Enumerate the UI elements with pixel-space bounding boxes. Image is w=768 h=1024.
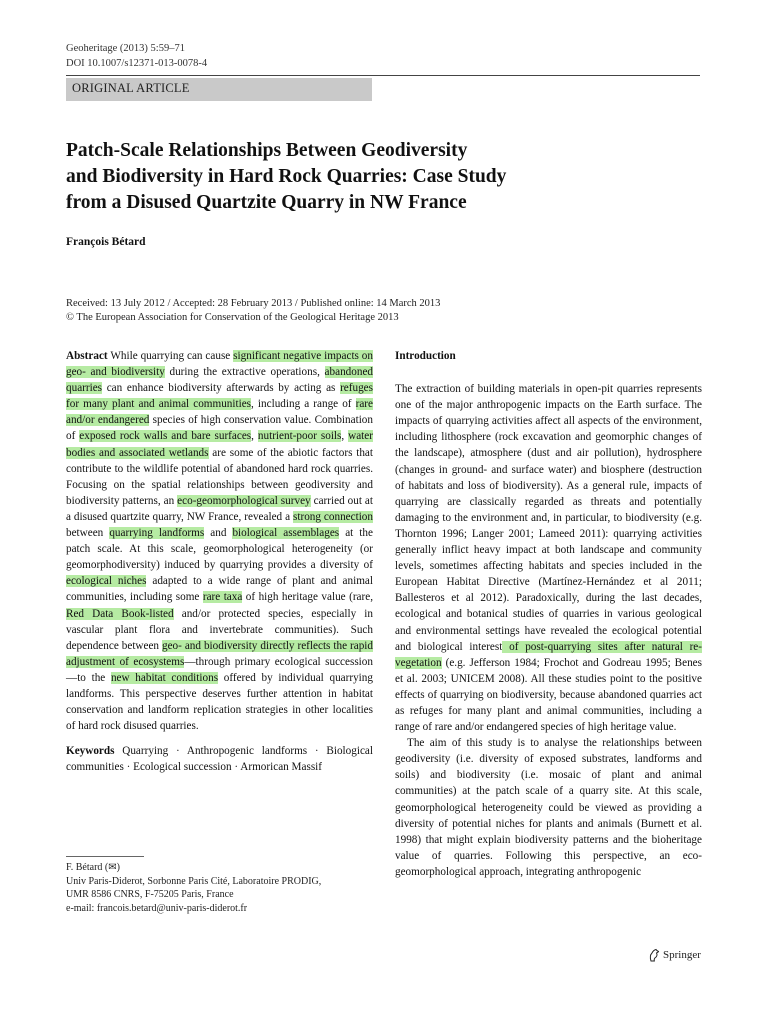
highlighted-text: Red Data Book-listed: [66, 607, 174, 620]
body-text: between: [66, 527, 110, 540]
citation-year-link[interactable]: 2008: [498, 672, 521, 685]
citation-year-link[interactable]: 2012: [480, 592, 503, 605]
body-text: While quarrying can cause: [107, 350, 234, 362]
highlighted-text: of post-quarrying sites after natural re-vegetation: [395, 640, 702, 669]
title-line-1: Patch-Scale Relationships Between Geodiversity: [66, 140, 468, 161]
body-text: during the extractive operations,: [164, 366, 325, 379]
introduction-heading: Introduction: [395, 350, 456, 362]
body-text: ; Langer: [463, 527, 509, 540]
keywords-label: Keywords: [66, 745, 115, 758]
body-text: species of high conservation value. Combination of: [66, 414, 373, 443]
author-affiliation: [66, 861, 321, 915]
springer-horse-icon: [648, 948, 660, 962]
publisher-name: Springer: [663, 949, 701, 961]
body-text: —through primary ecological succession—to the: [66, 655, 373, 684]
left-column: [66, 348, 373, 775]
abstract-body: [66, 350, 373, 732]
copyright-line: © The European Association for Conservation of the Geological Heritage 2013: [66, 312, 399, 323]
body-text: ; Ballesteros et al: [395, 576, 702, 605]
highlighted-text: rare taxa: [202, 591, 243, 604]
affiliation-name: F. Bétard (✉): [66, 862, 120, 873]
citation-year-link[interactable]: 1995: [645, 656, 668, 669]
body-text: ): quarrying activities generally inflict heavy impact at both landscape and community levels, sometimes affecting habitats and species included in the European Habitat Directive (Martínez-Hernández et al: [395, 527, 703, 589]
body-text: of high heritage value (rare,: [242, 591, 374, 604]
body-text: ) that might explain biodiversity patterns and the bioheritage value of quarries. Following this perspective, an eco-geomorphological approach, integrating anthropogenic: [395, 833, 702, 878]
body-text: ; UNICEM: [443, 672, 499, 685]
affiliation-line-2: UMR 8586 CNRS, F-75205 Paris, France: [66, 889, 234, 900]
highlighted-text: nutrient-poor soils: [257, 430, 342, 443]
highlighted-text: refuges for many plant and animal communities: [66, 382, 373, 411]
body-text: ,: [251, 430, 258, 443]
highlighted-text: exposed rock walls and bare surfaces: [79, 430, 252, 443]
body-text: ). All these studies point to the positive effects of quarrying on biodiversity, because abandoned quarries act as refuges for many plant and animal communities, including a range of rare and/or endangered species of high heritage value.: [395, 672, 702, 734]
right-column: [395, 348, 702, 880]
citation-year-link[interactable]: 1998: [395, 833, 418, 846]
body-text: ; Frochot and Godreau: [536, 656, 646, 669]
citation-year-link[interactable]: 2001: [508, 527, 531, 540]
author-name: François Bétard: [66, 236, 146, 248]
body-text: , including a range of: [251, 398, 356, 411]
highlighted-text: biological assemblages: [232, 527, 340, 540]
highlighted-text: abandoned quarries: [66, 366, 374, 395]
citation-year-link[interactable]: 2011: [676, 576, 699, 589]
paper-title: [66, 138, 626, 216]
highlighted-text: eco-geomorphological survey: [177, 494, 311, 507]
body-text: offered by individual quarrying landforms. This perspective deserves further attention in habitat conservation and landform replication strategies in other localities of hard rock disused quarries.: [66, 671, 373, 733]
affiliation-line-1: Univ Paris-Diderot, Sorbonne Paris Cité, Laboratoire PRODIG,: [66, 875, 322, 887]
body-text: are some of the abiotic factors that contribute to the wildlife potential of abandoned hard rock quarries. Focusing on the spatial relationships between geodiversity and biodiversity patterns, an: [66, 446, 373, 507]
dates-line: Received: 13 July 2012 / Accepted: 28 February 2013 / Published online: 14 March 2013: [66, 298, 441, 309]
highlighted-text: geo- and biodiversity directly reflects the rapid adjustment of ecosystems: [66, 639, 373, 668]
body-text: The extraction of building materials in open-pit quarries represents one of the major anthropogenic impacts on the Earth surface. The impacts of quarrying activities affect all aspects of the environment, including lithosphere (rock excavation and geomorphic changes of the landscape), atmosphere (dust and air pollution), hydrosphere (changes in ground- and surface water) and biosphere (destruction of habitats and loss of biodiversity). As a general rule, impacts of quarrying are classically regarded as threats and potentially damaging to the environment and, in particular, to biodiversity (e.g. Thornton: [395, 383, 702, 540]
title-line-2: and Biodiversity in Hard Rock Quarries: Case Study: [66, 166, 507, 187]
doi-line: DOI 10.1007/s12371-013-0078-4: [66, 58, 208, 69]
body-text: and: [204, 527, 233, 540]
footnote-rule: [66, 856, 144, 857]
citation-year-link[interactable]: 2003: [421, 672, 444, 685]
body-text: ,: [341, 430, 349, 443]
body-text: carried out at a disused quartzite quarry, NW France, revealed a: [66, 494, 374, 523]
introduction-paragraph-2: [395, 735, 702, 880]
keywords-text: Quarrying · Anthropogenic landforms · Biological communities · Ecological succession · Armorican Massif: [66, 745, 373, 774]
highlighted-text: new habitat conditions: [110, 671, 219, 684]
highlighted-text: significant negative impacts on geo- and biodiversity: [66, 350, 373, 379]
journal-citation: [66, 41, 207, 71]
affiliation-email: e-mail: francois.betard@univ-paris-diderot.fr: [66, 902, 248, 914]
citation-year-link[interactable]: 2011: [579, 527, 602, 540]
journal-line: Geoheritage (2013) 5:59–71: [66, 43, 185, 54]
highlighted-text: quarrying landforms: [109, 527, 205, 540]
introduction-paragraph-1: [395, 381, 702, 735]
body-text: ; Benes et al.: [395, 656, 702, 685]
body-text: can enhance biodiversity afterwards by acting as: [102, 382, 341, 395]
keywords-paragraph: [66, 743, 373, 775]
body-text: The aim of this study is to analyse the relationships between geodiversity (i.e. diversity of exposed substrates, landforms and soils) and biodiversity (i.e. mosaic of plant and animal communities) at the patch scale of a quarry site. At this scale, geomorphological heterogeneity could be viewed as providing a diversity of potential niches for plants and animals (Burnett et al.: [395, 737, 702, 830]
highlighted-text: strong connection: [293, 510, 373, 523]
body-text: at the patch scale. At this scale, geomorphological heterogeneity (or geomorphodiversity) induced by quarrying provides a diversity of: [66, 527, 373, 572]
article-type-label: ORIGINAL ARTICLE: [72, 81, 190, 95]
body-text: ). Paradoxically, during the last decades, ecological and botanical studies of quarries in various geological and environmental settings have revealed the ecological potential and biological interest: [395, 592, 703, 653]
body-text: adapted to a wide range of plant and animal communities, including some: [66, 575, 373, 604]
publisher-footer: [648, 948, 701, 962]
title-line-3: from a Disused Quartzite Quarry in NW France: [66, 192, 467, 213]
publication-dates: [66, 297, 440, 325]
citation-year-link[interactable]: 1996: [441, 527, 464, 540]
highlighted-text: rare and/or endangered: [66, 398, 373, 427]
body-text: ; Lameed: [530, 527, 580, 540]
citation-year-link[interactable]: 1984: [514, 656, 537, 669]
body-text: (e.g. Jefferson: [441, 656, 515, 669]
abstract-paragraph: [66, 348, 373, 734]
abstract-label: Abstract: [66, 350, 108, 362]
body-text: and/or protected species, especially in vascular plant flora and invertebrate communities). Such dependence between: [66, 607, 373, 652]
highlighted-text: ecological niches: [66, 575, 147, 588]
highlighted-text: water bodies and associated wetlands: [66, 430, 373, 459]
header-rule: [66, 75, 700, 76]
article-type-banner: [66, 78, 372, 101]
